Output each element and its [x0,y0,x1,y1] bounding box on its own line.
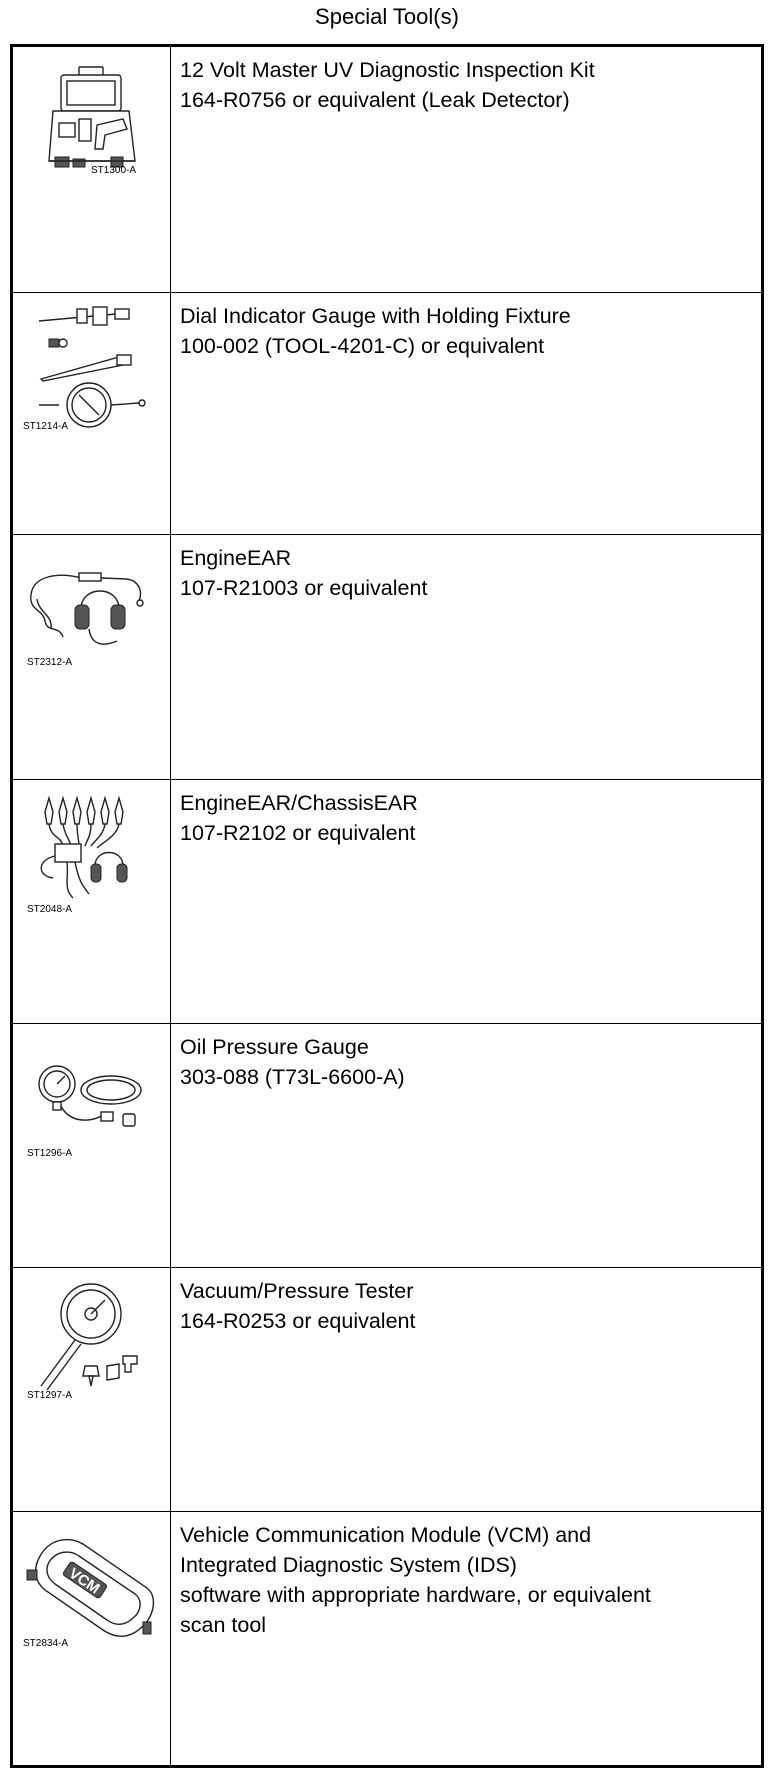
tool-part-number: 164-R0253 or equivalent [180,1309,416,1333]
table-row [13,1024,761,1268]
tool-image-cell [13,1512,171,1765]
table-row [13,1268,761,1512]
tool-image-cell [13,1268,171,1511]
table-row [13,535,761,780]
tool-description [172,1024,761,1267]
tool-description [172,1512,761,1765]
tool-description [172,293,761,534]
tool-name: Integrated Diagnostic System (IDS) [180,1553,517,1577]
special-tools-table [10,44,764,1768]
tool-image-cell [13,293,171,534]
tool-image-cell [13,47,171,292]
tool-part-number: 164-R0756 or equivalent (Leak Detector) [180,88,570,112]
tool-image-code: ST2312-A [27,657,73,668]
tool-part-number: 100-002 (TOOL-4201-C) or equivalent [180,334,545,358]
tool-description [172,535,761,779]
vcm-module-label: VCM [65,1564,103,1598]
table-row [13,780,761,1024]
tool-image-code: ST1296-A [27,1148,73,1159]
tool-name: 12 Volt Master UV Diagnostic Inspection Kit [180,58,595,82]
tool-image-code: ST1297-A [27,1390,73,1401]
tool-image-code: ST2048-A [27,904,73,915]
table-row [13,293,761,535]
tool-image-cell [13,535,171,779]
uv-inspection-kit-case-icon [19,53,165,203]
tool-part-number: 107-R21003 or equivalent [180,576,428,600]
tool-image-code: ST2834-A [23,1638,69,1649]
tool-description [172,47,761,292]
tool-name: Vehicle Communication Module (VCM) and [180,1523,592,1547]
tool-name: Vacuum/Pressure Tester [180,1279,414,1303]
tool-part-number: 107-R2102 or equivalent [180,821,416,845]
tool-name: EngineEAR [180,546,292,570]
page-title: Special Tool(s) [315,4,459,29]
tool-description [172,1268,761,1511]
tool-note: software with appropriate hardware, or equivalent [180,1583,651,1607]
tool-name: Oil Pressure Gauge [180,1035,369,1059]
tool-image-code: ST1214-A [23,421,69,432]
tool-image-cell [13,1024,171,1267]
tool-description [172,780,761,1023]
table-row [13,1512,761,1765]
tool-image-cell [13,780,171,1023]
tool-image-code: ST1300-A [91,165,137,176]
tool-name: Dial Indicator Gauge with Holding Fixture [180,304,571,328]
tool-part-number: 303-088 (T73L-6600-A) [180,1065,405,1089]
tool-note: scan tool [180,1613,267,1637]
table-row [13,47,761,293]
tool-name: EngineEAR/ChassisEAR [180,791,418,815]
